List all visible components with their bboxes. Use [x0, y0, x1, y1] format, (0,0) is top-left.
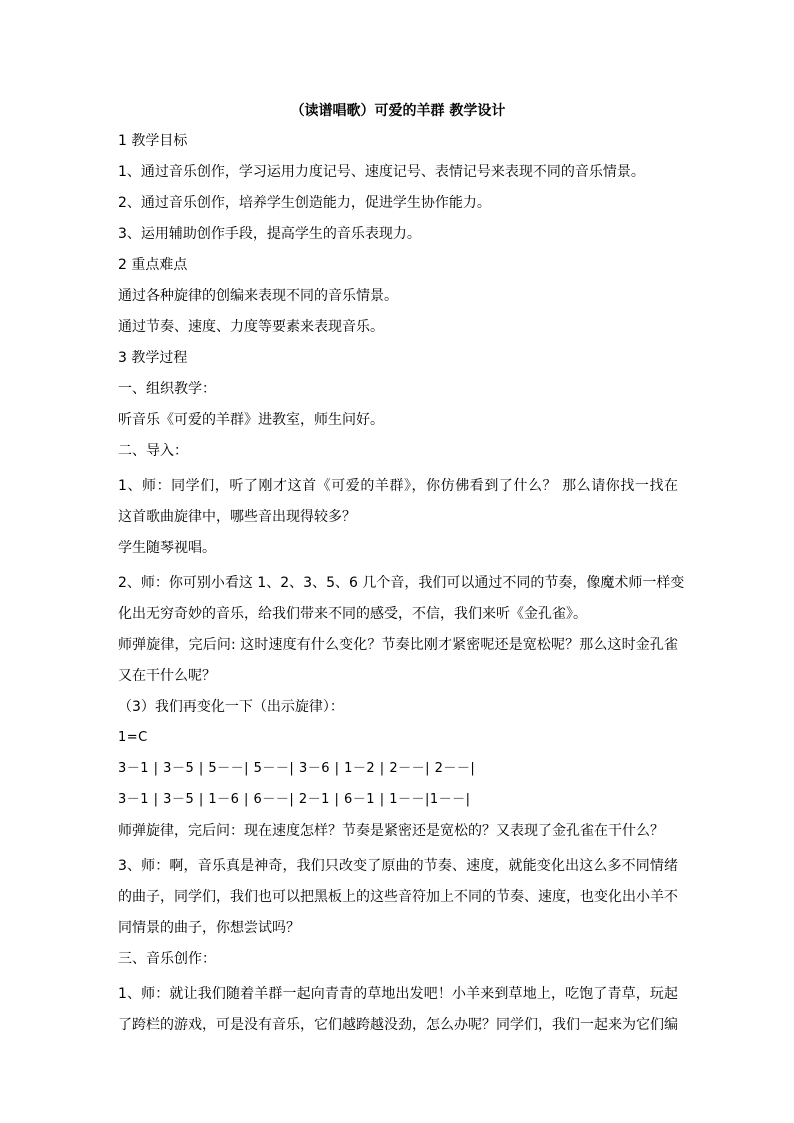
paragraph-3-line-2: 又在干什么呢？ [118, 668, 216, 684]
goal-1: 1、通过音乐创作，学习运用力度记号、速度记号、表情记号来表现不同的音乐情景。 [118, 164, 645, 180]
key-point-1: 通过各种旋律的创编来表现不同的音乐情景。 [118, 288, 398, 304]
paragraph-1 [118, 471, 678, 533]
paragraph-5: 师弹旋律，完后问：现在速度怎样？节奏是紧密还是宽松的？又表现了金孔雀在干什么？ [118, 823, 664, 839]
paragraph-7 [118, 979, 678, 1041]
paragraph-1-line-2: 这首歌曲旋律中，哪些音出现得较多？ [118, 509, 356, 525]
key-point-2: 通过节奏、速度、力度等要素来表现音乐。 [118, 319, 384, 335]
paragraph-2-line-1: 2、师：你可别小看这 1、2、3、5、6 几个音，我们可以通过不同的节奏，像魔术师一样变 [118, 575, 685, 591]
paragraph-6-line-2: 的曲子，同学们，我们也可以把黑板上的这些音符加上不同的节奏、速度，也变化出小羊不 [118, 889, 678, 905]
paragraph-1-line-1: 1、师：同学们，听了刚才这首《可爱的羊群》，你仿佛看到了什么？ 那么请你找一找在 [118, 478, 678, 494]
document-title: （读谱唱歌）可爱的羊群 教学设计 [290, 103, 506, 119]
paragraph-2 [118, 568, 685, 630]
section-organize-text: 听音乐《可爱的羊群》进教室，师生问好。 [118, 412, 384, 428]
document-page [118, 100, 685, 1041]
melody-line-2: 3－1 | 3－5 | 1－6 | 6－－| 2－1 | 6－1 | 1－－|1－－| [118, 792, 471, 807]
paragraph-6-line-3: 同情景的曲子，你想尝试吗？ [118, 920, 300, 936]
section-intro: 二、导入： [118, 443, 188, 459]
paragraph-2-line-2: 化出无穷奇妙的音乐，给我们带来不同的感受，不信，我们来听《金孔雀》。 [118, 606, 587, 622]
paragraph-4: （3）我们再变化一下（出示旋律）： [118, 699, 344, 715]
key-signature: 1=C [118, 730, 148, 745]
student-sing-text: 学生随琴视唱。 [118, 540, 216, 556]
melody-line-1: 3－1 | 3－5 | 5－－| 5－－| 3－6 | 1－2 | 2－－| 2－－| [118, 761, 476, 776]
goal-2: 2、通过音乐创作，培养学生创造能力，促进学生协作能力。 [118, 195, 491, 211]
goal-3: 3、运用辅助创作手段，提高学生的音乐表现力。 [118, 226, 421, 242]
paragraph-7-line-2: 了跨栏的游戏，可是没有音乐，它们越跨越没劲，怎么办呢？同学们，我们一起来为它们编 [118, 1017, 678, 1033]
heading-key-points: 2 重点难点 [118, 257, 188, 273]
paragraph-7-line-1: 1、师：就让我们随着羊群一起向青青的草地出发吧！小羊来到草地上，吃饱了青草，玩起 [118, 986, 678, 1002]
heading-teaching-goals: 1 教学目标 [118, 133, 188, 149]
paragraph-6 [118, 851, 678, 944]
section-music-creation: 三、音乐创作： [118, 951, 216, 967]
paragraph-6-line-1: 3、师：啊，音乐真是神奇，我们只改变了原曲的节奏、速度，就能变化出这么多不同情绪 [118, 858, 678, 874]
paragraph-3-line-1: 师弹旋律，完后问: 这时速度有什么变化？节奏比刚才紧密呢还是宽松呢？那么这时金孔雀 [118, 637, 678, 653]
paragraph-3 [118, 630, 678, 692]
heading-teaching-process: 3 教学过程 [118, 350, 188, 366]
section-organize: 一、组织教学： [118, 381, 216, 397]
